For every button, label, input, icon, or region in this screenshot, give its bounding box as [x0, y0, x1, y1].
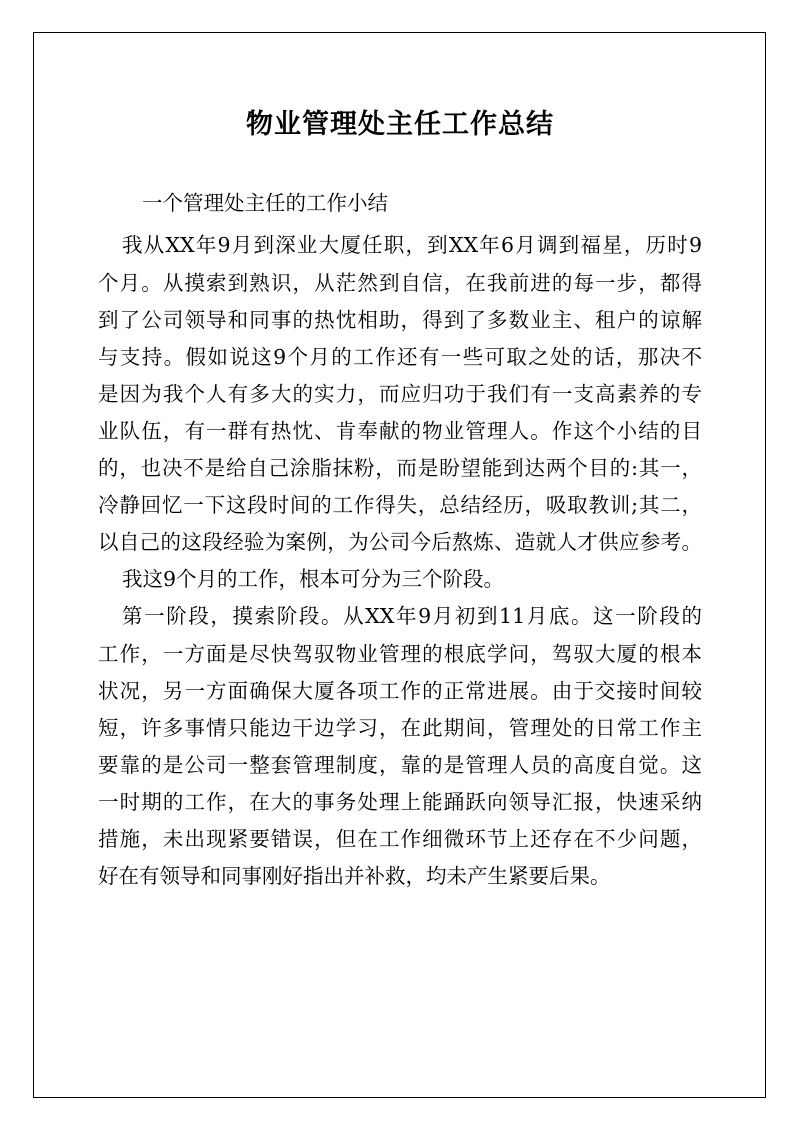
paragraph-line: 与支持。假如说这9个月的工作还有一些可取之处的话，那决不: [98, 345, 702, 369]
paragraph-line: 到了公司领导和同事的热忱相助，得到了多数业主、租户的谅解: [98, 308, 702, 332]
paragraph-line: 第一阶段，摸索阶段。从XX年9月初到11月底。这一阶段的: [122, 604, 702, 628]
paragraph-line: 我从XX年9月到深业大厦任职，到XX年6月调到福星，历时9: [122, 233, 702, 257]
paragraph-line: 冷静回忆一下这段时间的工作得失，总结经历，吸取教训;其二，: [98, 493, 702, 517]
paragraph-line: 以自己的这段经验为案例，为公司今后熬炼、造就人才供应参考。: [98, 530, 702, 554]
paragraph-line: 是因为我个人有多大的实力，而应归功于我们有一支高素养的专: [98, 382, 702, 406]
paragraph-line: 短，许多事情只能边干边学习，在此期间，管理处的日常工作主: [98, 716, 702, 740]
paragraph-line: 状况，另一方面确保大厦各项工作的正常进展。由于交接时间较: [98, 679, 702, 703]
paragraph-line: 的，也决不是给自己涂脂抹粉，而是盼望能到达两个目的:其一，: [98, 456, 702, 480]
paragraph-line: 好在有领导和同事刚好指出并补救，均未产生紧要后果。: [98, 864, 611, 888]
paragraph-line: 要靠的是公司一整套管理制度，靠的是管理人员的高度自觉。这: [98, 753, 702, 777]
paragraph-line: 工作，一方面是尽快驾驭物业管理的根底学问，驾驭大厦的根本: [98, 642, 702, 666]
paragraph-line: 个月。从摸索到熟识，从茫然到自信，在我前进的每一步，都得: [98, 271, 702, 295]
paragraph-line: 我这9个月的工作，根本可分为三个阶段。: [122, 567, 505, 591]
document-title: 物业管理处主任工作总结: [246, 109, 554, 140]
paragraph-line: 一时期的工作，在大的事务处理上能踊跃向领导汇报，快速采纳: [98, 790, 702, 814]
paragraph-line: 措施，未出现紧要错误，但在工作细微环节上还存在不少问题，: [98, 827, 702, 851]
subtitle-line: 一个管理处主任的工作小结: [142, 191, 388, 215]
paragraph-line: 业队伍，有一群有热忱、肯奉献的物业管理人。作这个小结的目: [98, 419, 702, 443]
